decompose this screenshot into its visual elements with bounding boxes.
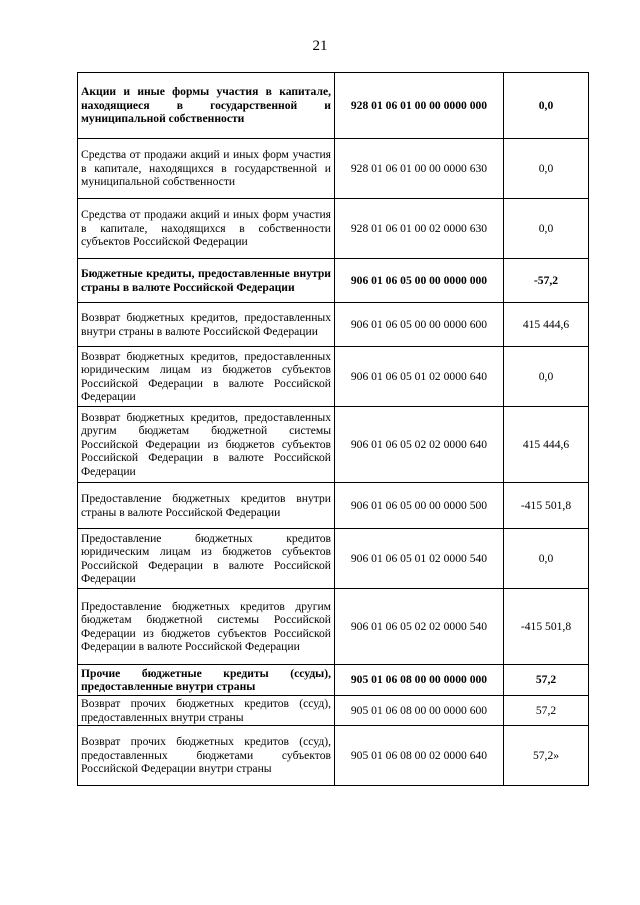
row-code: 905 01 06 08 00 00 0000 600 [335, 696, 504, 726]
table-row [78, 483, 589, 529]
row-name: Возврат прочих бюджетных кредитов (ссуд), предоставленных внутри страны [78, 696, 335, 726]
row-name: Прочие бюджетные кредиты (ссуды), предоставленные внутри страны [78, 665, 335, 696]
table-row [78, 347, 589, 407]
row-code: 906 01 06 05 00 00 0000 000 [335, 259, 504, 303]
table-row [78, 303, 589, 347]
row-code: 928 01 06 01 00 00 0000 000 [335, 73, 504, 139]
row-code: 906 01 06 05 01 02 0000 540 [335, 529, 504, 589]
table-row [78, 529, 589, 589]
row-name: Возврат бюджетных кредитов, предоставленных юридическим лицам из бюджетов субъектов Российской Федерации в валюте Российской Федерации [78, 347, 335, 407]
table-row [78, 589, 589, 665]
row-code: 906 01 06 05 02 02 0000 540 [335, 589, 504, 665]
row-sum: 415 444,6 [504, 407, 589, 483]
row-name: Бюджетные кредиты, предоставленные внутри страны в валюте Российской Федерации [78, 259, 335, 303]
row-code: 906 01 06 05 01 02 0000 640 [335, 347, 504, 407]
row-name: Средства от продажи акций и иных форм участия в капитале, находящихся в собственности субъектов Российской Федерации [78, 199, 335, 259]
row-code: 905 01 06 08 00 02 0000 640 [335, 726, 504, 786]
row-name: Предоставление бюджетных кредитов внутри страны в валюте Российской Федерации [78, 483, 335, 529]
budget-sources-table [77, 72, 589, 786]
row-code: 906 01 06 05 02 02 0000 640 [335, 407, 504, 483]
row-name: Предоставление бюджетных кредитов другим бюджетам бюджетной системы Российской Федерации из бюджетов субъектов Российской Федерации в валюте Российской Федерации [78, 589, 335, 665]
table-row [78, 139, 589, 199]
row-code: 906 01 06 05 00 00 0000 600 [335, 303, 504, 347]
row-code: 928 01 06 01 00 02 0000 630 [335, 199, 504, 259]
table-row [78, 726, 589, 786]
table-row [78, 696, 589, 726]
row-name: Возврат бюджетных кредитов, предоставленных внутри страны в валюте Российской Федерации [78, 303, 335, 347]
row-name: Средства от продажи акций и иных форм участия в капитале, находящихся в государственной и муниципальной собственности [78, 139, 335, 199]
row-name: Возврат прочих бюджетных кредитов (ссуд), предоставленных бюджетами субъектов Российской Федерации внутри страны [78, 726, 335, 786]
row-sum: -57,2 [504, 259, 589, 303]
row-sum: -415 501,8 [504, 483, 589, 529]
row-sum: 0,0 [504, 529, 589, 589]
row-sum: 0,0 [504, 199, 589, 259]
row-sum: -415 501,8 [504, 589, 589, 665]
row-sum: 0,0 [504, 139, 589, 199]
row-name: Акции и иные формы участия в капитале, находящиеся в государственной и муниципальной собственности [78, 73, 335, 139]
row-code: 928 01 06 01 00 00 0000 630 [335, 139, 504, 199]
row-sum: 57,2 [504, 665, 589, 696]
table-row [78, 259, 589, 303]
row-code: 905 01 06 08 00 00 0000 000 [335, 665, 504, 696]
row-sum: 57,2» [504, 726, 589, 786]
row-sum: 57,2 [504, 696, 589, 726]
page-number: 21 [312, 38, 328, 54]
row-sum: 0,0 [504, 347, 589, 407]
table-row [78, 199, 589, 259]
table-row [78, 407, 589, 483]
row-name: Возврат бюджетных кредитов, предоставленных другим бюджетам бюджетной системы Российской Федерации из бюджетов субъектов Российской Федерации в валюте Российской Федерации [78, 407, 335, 483]
row-code: 906 01 06 05 00 00 0000 500 [335, 483, 504, 529]
table-row [78, 73, 589, 139]
row-sum: 0,0 [504, 73, 589, 139]
row-sum: 415 444,6 [504, 303, 589, 347]
table-row [78, 665, 589, 696]
table-body [78, 73, 589, 786]
row-name: Предоставление бюджетных кредитов юридическим лицам из бюджетов субъектов Российской Федерации в валюте Российской Федерации [78, 529, 335, 589]
